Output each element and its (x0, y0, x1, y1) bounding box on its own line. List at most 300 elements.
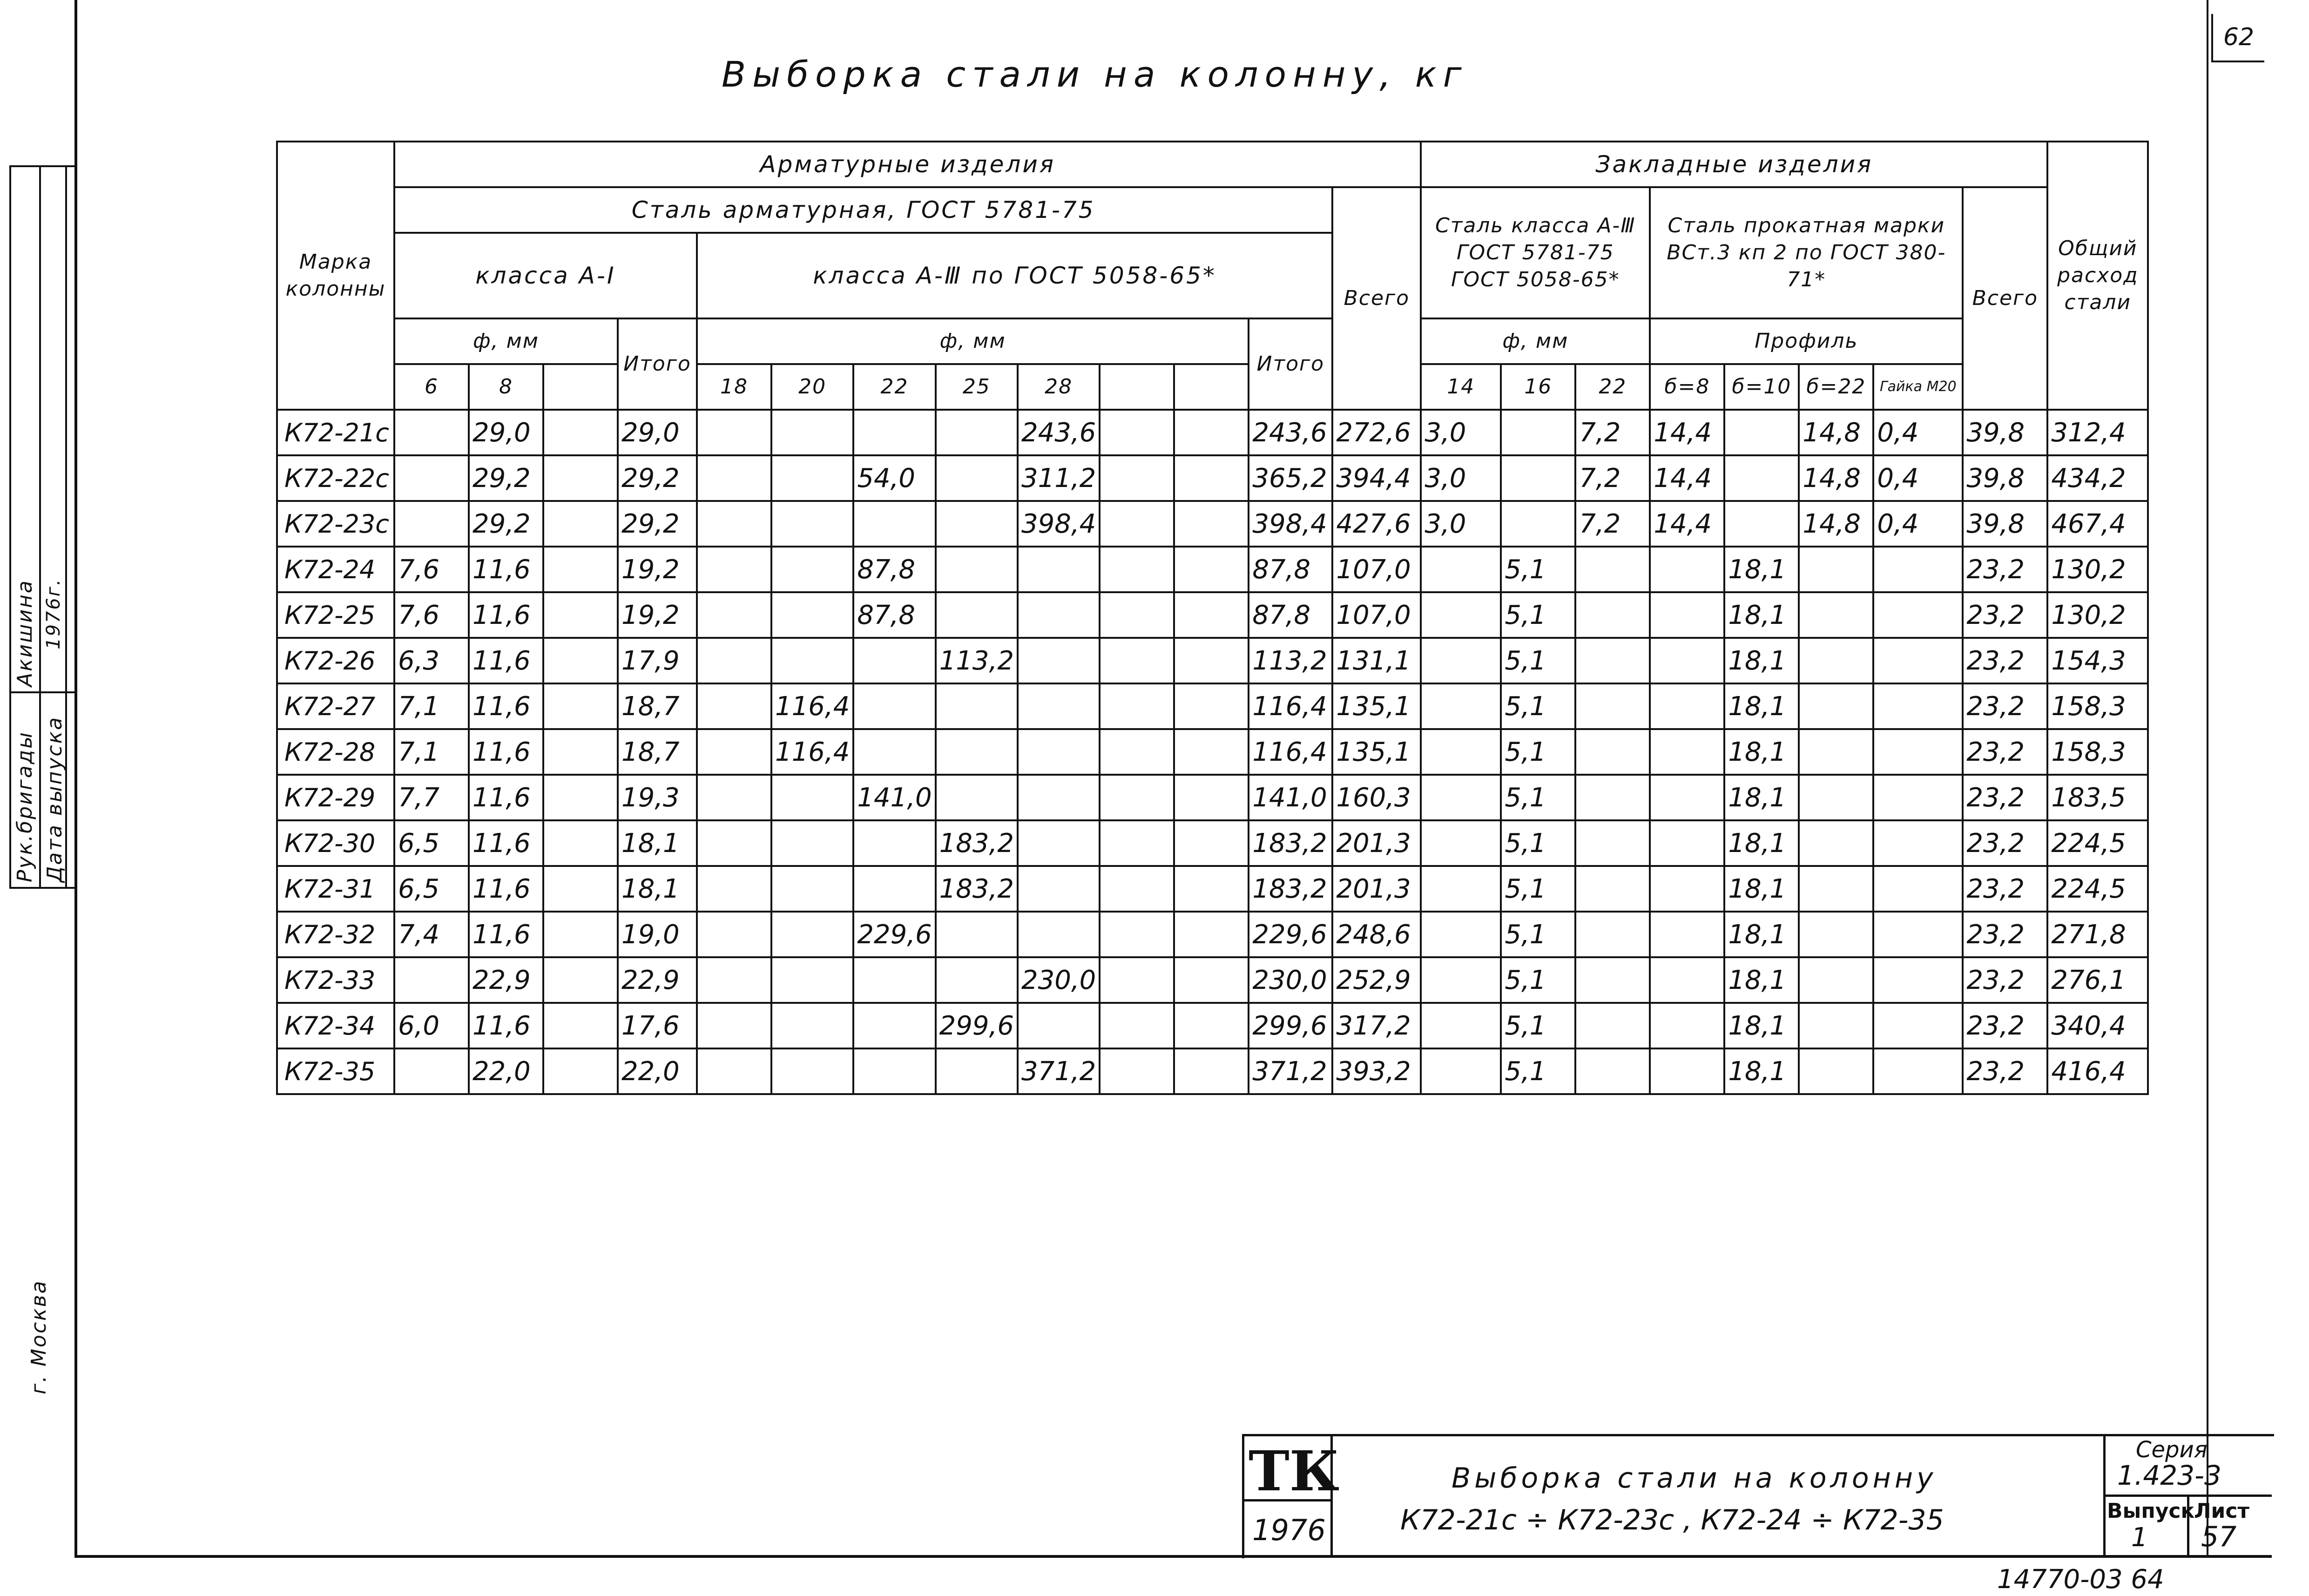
table-cell: 23,2 (1963, 912, 2047, 957)
table-cell (1575, 1048, 1650, 1094)
table-cell (543, 638, 618, 683)
table-cell (771, 638, 853, 683)
table-cell (1873, 820, 1963, 866)
frame-right-border (2207, 0, 2208, 1557)
table-cell (1650, 1048, 1724, 1094)
table-cell: 107,0 (1332, 547, 1421, 592)
table-cell: 5,1 (1501, 912, 1575, 957)
table-cell (1873, 1003, 1963, 1048)
table-cell: 201,3 (1332, 820, 1421, 866)
column-mark-cell: К72-22с (277, 455, 394, 501)
table-cell (543, 912, 618, 957)
table-cell (1575, 729, 1650, 775)
table-cell: 230,0 (1018, 957, 1100, 1003)
table-cell (853, 501, 935, 547)
table-cell: 18,1 (618, 820, 697, 866)
table-cell (1421, 729, 1501, 775)
table-cell: 311,2 (1018, 455, 1100, 501)
table-cell: 18,1 (1724, 957, 1799, 1003)
table-cell: 160,3 (1332, 775, 1421, 820)
table-cell (1018, 912, 1100, 957)
table-cell (1421, 638, 1501, 683)
table-cell: 39,8 (1963, 501, 2047, 547)
table-cell (697, 775, 771, 820)
column-mark-cell: К72-34 (277, 1003, 394, 1048)
table-cell (1650, 683, 1724, 729)
table-cell (1174, 1048, 1249, 1094)
table-cell: 18,1 (1724, 866, 1799, 912)
table-cell (543, 683, 618, 729)
table-cell: 11,6 (469, 820, 543, 866)
frame-left-border (74, 0, 77, 1557)
table-cell (1174, 592, 1249, 638)
profile-col-header: б=22 (1799, 364, 1873, 410)
table-cell: 23,2 (1963, 1048, 2047, 1094)
table-cell (543, 866, 618, 912)
table-cell (1018, 729, 1100, 775)
table-cell: 5,1 (1501, 638, 1575, 683)
a3-d-header: 28 (1018, 364, 1100, 410)
table-cell: 14,4 (1650, 455, 1724, 501)
table-cell (771, 1048, 853, 1094)
table-cell: 18,7 (618, 683, 697, 729)
a3-d-header: 25 (936, 364, 1018, 410)
table-cell: 22,9 (469, 957, 543, 1003)
table-cell: 0,4 (1873, 455, 1963, 501)
table-cell: 116,4 (771, 683, 853, 729)
brigade-head-label: Рук.бригады (13, 730, 37, 882)
table-cell: 19,2 (618, 592, 697, 638)
table-cell: 7,2 (1575, 455, 1650, 501)
table-row (277, 547, 2148, 592)
table-cell (1575, 912, 1650, 957)
table-cell: 29,2 (469, 501, 543, 547)
table-cell (1421, 957, 1501, 1003)
table-cell: 5,1 (1501, 1003, 1575, 1048)
table-cell (1650, 957, 1724, 1003)
table-cell: 113,2 (936, 638, 1018, 683)
table-cell (1018, 1003, 1100, 1048)
table-cell: 6,5 (394, 866, 469, 912)
column-mark-cell: К72-24 (277, 547, 394, 592)
stamp-year: 1976 (1252, 1513, 1326, 1547)
table-cell: 365,2 (1249, 455, 1332, 501)
table-cell: 29,0 (469, 410, 543, 455)
title-block (1242, 1434, 2272, 1556)
table-cell (853, 866, 935, 912)
archive-number: 14770-03 64 (1997, 1564, 2164, 1595)
table-cell (1575, 547, 1650, 592)
table-cell: 340,4 (2047, 1003, 2148, 1048)
table-cell: 141,0 (853, 775, 935, 820)
table-row (277, 912, 2148, 957)
table-row (277, 729, 2148, 775)
table-cell (1421, 775, 1501, 820)
table-cell: 312,4 (2047, 410, 2148, 455)
table-cell (936, 455, 1018, 501)
table-cell (697, 866, 771, 912)
a1-diameter-header: ф, мм (394, 318, 618, 364)
table-cell (771, 1003, 853, 1048)
table-cell (1575, 638, 1650, 683)
table-cell (1575, 866, 1650, 912)
table-cell (1100, 1048, 1174, 1094)
table-cell (1100, 501, 1174, 547)
table-cell (1018, 775, 1100, 820)
table-cell: 29,2 (618, 455, 697, 501)
table-cell: 18,1 (1724, 592, 1799, 638)
table-cell: 22,0 (469, 1048, 543, 1094)
table-cell (1799, 775, 1873, 820)
table-cell (394, 455, 469, 501)
table-cell (543, 729, 618, 775)
table-cell: 224,5 (2047, 820, 2148, 866)
table-cell: 23,2 (1963, 638, 2047, 683)
page-title: Выборка стали на колонну, кг (722, 54, 1468, 95)
table-row (277, 866, 2148, 912)
table-cell (394, 410, 469, 455)
table-cell (1799, 592, 1873, 638)
table-cell (1018, 683, 1100, 729)
table-cell: 87,8 (853, 592, 935, 638)
table-cell (394, 1048, 469, 1094)
table-cell (697, 957, 771, 1003)
table-cell (1421, 1048, 1501, 1094)
table-cell (1799, 547, 1873, 592)
table-cell (1650, 638, 1724, 683)
table-cell (1650, 592, 1724, 638)
table-cell (1724, 501, 1799, 547)
rolled-steel-header: Сталь прокатная марки ВСт.3 кп 2 по ГОСТ 380-71* (1650, 187, 1963, 318)
table-cell (1018, 820, 1100, 866)
table-cell: 5,1 (1501, 729, 1575, 775)
table-cell (1575, 592, 1650, 638)
table-row (277, 957, 2148, 1003)
table-cell (1799, 683, 1873, 729)
table-cell (1174, 820, 1249, 866)
table-cell: 14,4 (1650, 501, 1724, 547)
class-a1-header: класса А-I (394, 233, 697, 318)
table-cell: 23,2 (1963, 592, 2047, 638)
table-cell (1501, 501, 1575, 547)
a3-itogo-header: Итого (1249, 318, 1332, 410)
table-cell: 158,3 (2047, 683, 2148, 729)
table-cell: 317,2 (1332, 1003, 1421, 1048)
table-cell (1650, 729, 1724, 775)
table-cell (771, 547, 853, 592)
table-cell: 3,0 (1421, 501, 1501, 547)
table-cell (853, 957, 935, 1003)
table-cell (697, 729, 771, 775)
column-mark-cell: К72-30 (277, 820, 394, 866)
table-cell: 5,1 (1501, 1048, 1575, 1094)
table-cell: 23,2 (1963, 1003, 2047, 1048)
table-cell (1575, 775, 1650, 820)
table-row (277, 410, 2148, 455)
table-cell: 11,6 (469, 912, 543, 957)
table-cell (697, 592, 771, 638)
table-cell: 39,8 (1963, 455, 2047, 501)
column-mark-cell: К72-25 (277, 592, 394, 638)
table-cell (771, 912, 853, 957)
table-cell: 5,1 (1501, 683, 1575, 729)
table-cell (1174, 912, 1249, 957)
table-cell: 23,2 (1963, 729, 2047, 775)
table-cell (1100, 455, 1174, 501)
table-cell: 229,6 (853, 912, 935, 957)
table-cell: 29,0 (618, 410, 697, 455)
table-cell: 276,1 (2047, 957, 2148, 1003)
stamp-title-line2: К72-21с ÷ К72-23с , К72-24 ÷ К72-35 (1400, 1504, 1944, 1536)
table-cell (1174, 638, 1249, 683)
table-cell: 11,6 (469, 683, 543, 729)
table-cell (1873, 683, 1963, 729)
table-cell: 252,9 (1332, 957, 1421, 1003)
table-cell (1100, 912, 1174, 957)
table-cell (1650, 820, 1724, 866)
table-cell: 23,2 (1963, 866, 2047, 912)
table-cell: 7,6 (394, 547, 469, 592)
table-cell (1799, 957, 1873, 1003)
year-label: 1976г. (43, 578, 64, 649)
table-cell (853, 410, 935, 455)
table-cell: 14,8 (1799, 501, 1873, 547)
table-cell (1724, 410, 1799, 455)
table-cell: 6,5 (394, 820, 469, 866)
table-cell (1421, 683, 1501, 729)
table-cell: 14,4 (1650, 410, 1724, 455)
table-cell (853, 638, 935, 683)
total-steel-header: Общий расход стали (2047, 142, 2148, 410)
emb-d-header: 14 (1421, 364, 1501, 410)
table-cell: 135,1 (1332, 683, 1421, 729)
table-cell: 18,1 (1724, 683, 1799, 729)
table-cell: 116,4 (1249, 683, 1332, 729)
table-cell: 11,6 (469, 1003, 543, 1048)
table-cell: 18,1 (1724, 1003, 1799, 1048)
table-cell: 467,4 (2047, 501, 2148, 547)
table-cell (1421, 592, 1501, 638)
table-cell (1873, 592, 1963, 638)
table-cell (1873, 1048, 1963, 1094)
table-cell (1174, 683, 1249, 729)
table-cell: 23,2 (1963, 547, 2047, 592)
a1-itogo-header: Итого (618, 318, 697, 410)
table-cell (1575, 1003, 1650, 1048)
table-cell (936, 547, 1018, 592)
table-cell: 0,4 (1873, 410, 1963, 455)
table-cell: 183,5 (2047, 775, 2148, 820)
table-row (277, 683, 2148, 729)
table-cell: 18,1 (1724, 729, 1799, 775)
table-cell: 7,1 (394, 729, 469, 775)
table-cell (1650, 912, 1724, 957)
table-cell (1100, 775, 1174, 820)
table-cell (1873, 547, 1963, 592)
table-cell: 6,3 (394, 638, 469, 683)
table-row (277, 592, 2148, 638)
table-cell (771, 592, 853, 638)
column-mark-cell: К72-28 (277, 729, 394, 775)
a3-diameter-header: ф, мм (697, 318, 1249, 364)
table-cell (1421, 866, 1501, 912)
table-cell: 18,7 (618, 729, 697, 775)
table-cell (771, 455, 853, 501)
profile-col-header: Гайка М20 (1873, 364, 1963, 410)
table-cell (394, 501, 469, 547)
table-row (277, 638, 2148, 683)
table-cell (1100, 592, 1174, 638)
table-cell (697, 501, 771, 547)
table-cell: 230,0 (1249, 957, 1332, 1003)
embedded-diameter-header: ф, мм (1421, 318, 1650, 364)
table-cell (1174, 547, 1249, 592)
stamp-title-line1: Выборка стали на колонну (1452, 1462, 1937, 1495)
table-cell (1174, 866, 1249, 912)
table-cell (1799, 820, 1873, 866)
name-label: Акишина (13, 579, 37, 687)
page-number: 62 (2211, 14, 2264, 62)
table-cell (1873, 729, 1963, 775)
table-cell (1575, 957, 1650, 1003)
table-cell (1421, 820, 1501, 866)
table-cell: 271,8 (2047, 912, 2148, 957)
table-cell: 87,8 (1249, 547, 1332, 592)
table-cell: 18,1 (1724, 912, 1799, 957)
column-mark-cell: К72-33 (277, 957, 394, 1003)
tk-logo: ТК (1249, 1439, 1340, 1503)
table-cell (936, 1048, 1018, 1094)
table-cell: 243,6 (1249, 410, 1332, 455)
table-cell: 11,6 (469, 775, 543, 820)
table-cell (697, 547, 771, 592)
table-cell: 154,3 (2047, 638, 2148, 683)
table-cell: 393,2 (1332, 1048, 1421, 1094)
table-cell (1650, 775, 1724, 820)
table-cell: 113,2 (1249, 638, 1332, 683)
table-cell: 201,3 (1332, 866, 1421, 912)
table-cell: 22,9 (618, 957, 697, 1003)
issue-label: Выпуск (2107, 1499, 2195, 1523)
table-cell: 224,5 (2047, 866, 2148, 912)
table-cell: 23,2 (1963, 957, 2047, 1003)
table-cell (1650, 1003, 1724, 1048)
table-cell (543, 410, 618, 455)
table-cell: 87,8 (1249, 592, 1332, 638)
a3-d-header: 22 (853, 364, 935, 410)
table-row (277, 1003, 2148, 1048)
table-cell: 3,0 (1421, 410, 1501, 455)
table-cell: 11,6 (469, 866, 543, 912)
profile-col-header: б=10 (1724, 364, 1799, 410)
class-a3-header: класса А-Ⅲ по ГОСТ 5058-65* (697, 233, 1332, 318)
table-cell (1575, 683, 1650, 729)
table-cell (1873, 957, 1963, 1003)
sheet-value: 57 (2201, 1521, 2237, 1553)
issue-value: 1 (2131, 1522, 2148, 1553)
table-cell: 11,6 (469, 547, 543, 592)
table-cell: 19,0 (618, 912, 697, 957)
a3-d-header (1100, 364, 1174, 410)
table-row (277, 501, 2148, 547)
table-cell (1799, 729, 1873, 775)
table-cell (1018, 592, 1100, 638)
table-cell: 371,2 (1018, 1048, 1100, 1094)
table-row (277, 1048, 2148, 1094)
table-cell: 5,1 (1501, 592, 1575, 638)
table-cell (771, 410, 853, 455)
table-cell (853, 729, 935, 775)
table-cell: 141,0 (1249, 775, 1332, 820)
table-cell: 183,2 (936, 866, 1018, 912)
table-cell: 54,0 (853, 455, 935, 501)
table-cell: 183,2 (1249, 820, 1332, 866)
table-cell: 3,0 (1421, 455, 1501, 501)
column-mark-cell: К72-26 (277, 638, 394, 683)
table-cell (1799, 1003, 1873, 1048)
table-cell: 39,8 (1963, 410, 2047, 455)
table-cell (1174, 1003, 1249, 1048)
table-cell: 183,2 (1249, 866, 1332, 912)
table-cell (771, 957, 853, 1003)
table-cell: 5,1 (1501, 957, 1575, 1003)
table-cell (853, 1003, 935, 1048)
table-cell (1799, 912, 1873, 957)
table-cell (771, 775, 853, 820)
table-cell: 158,3 (2047, 729, 2148, 775)
table-cell (936, 683, 1018, 729)
table-cell (1100, 729, 1174, 775)
table-cell (1873, 866, 1963, 912)
table-cell (1174, 729, 1249, 775)
table-cell (1174, 957, 1249, 1003)
table-cell: 11,6 (469, 592, 543, 638)
table-cell: 183,2 (936, 820, 1018, 866)
table-row (277, 820, 2148, 866)
table-cell (1100, 638, 1174, 683)
emb-d-header: 22 (1575, 364, 1650, 410)
a1-d-header: 6 (394, 364, 469, 410)
table-cell (1174, 501, 1249, 547)
table-cell (771, 820, 853, 866)
table-cell (1501, 410, 1575, 455)
table-cell (1421, 912, 1501, 957)
column-mark-cell: К72-32 (277, 912, 394, 957)
table-cell: 398,4 (1018, 501, 1100, 547)
table-cell: 18,1 (1724, 547, 1799, 592)
table-cell: 248,6 (1332, 912, 1421, 957)
table-cell (771, 501, 853, 547)
table-cell: 434,2 (2047, 455, 2148, 501)
table-cell: 5,1 (1501, 775, 1575, 820)
table-cell (1100, 410, 1174, 455)
table-cell: 18,1 (1724, 1048, 1799, 1094)
table-cell (697, 1048, 771, 1094)
table-cell: 7,1 (394, 683, 469, 729)
table-cell (1799, 638, 1873, 683)
table-cell: 416,4 (2047, 1048, 2148, 1094)
table-cell: 17,9 (618, 638, 697, 683)
table-cell (1100, 1003, 1174, 1048)
table-cell (1100, 820, 1174, 866)
table-cell: 19,2 (618, 547, 697, 592)
table-cell: 130,2 (2047, 592, 2148, 638)
embedded-steel-a3-header: Сталь класса А-Ⅲ ГОСТ 5781-75 ГОСТ 5058-65* (1421, 187, 1650, 318)
column-mark-cell: К72-29 (277, 775, 394, 820)
table-cell: 7,4 (394, 912, 469, 957)
table-cell: 272,6 (1332, 410, 1421, 455)
table-cell: 5,1 (1501, 866, 1575, 912)
